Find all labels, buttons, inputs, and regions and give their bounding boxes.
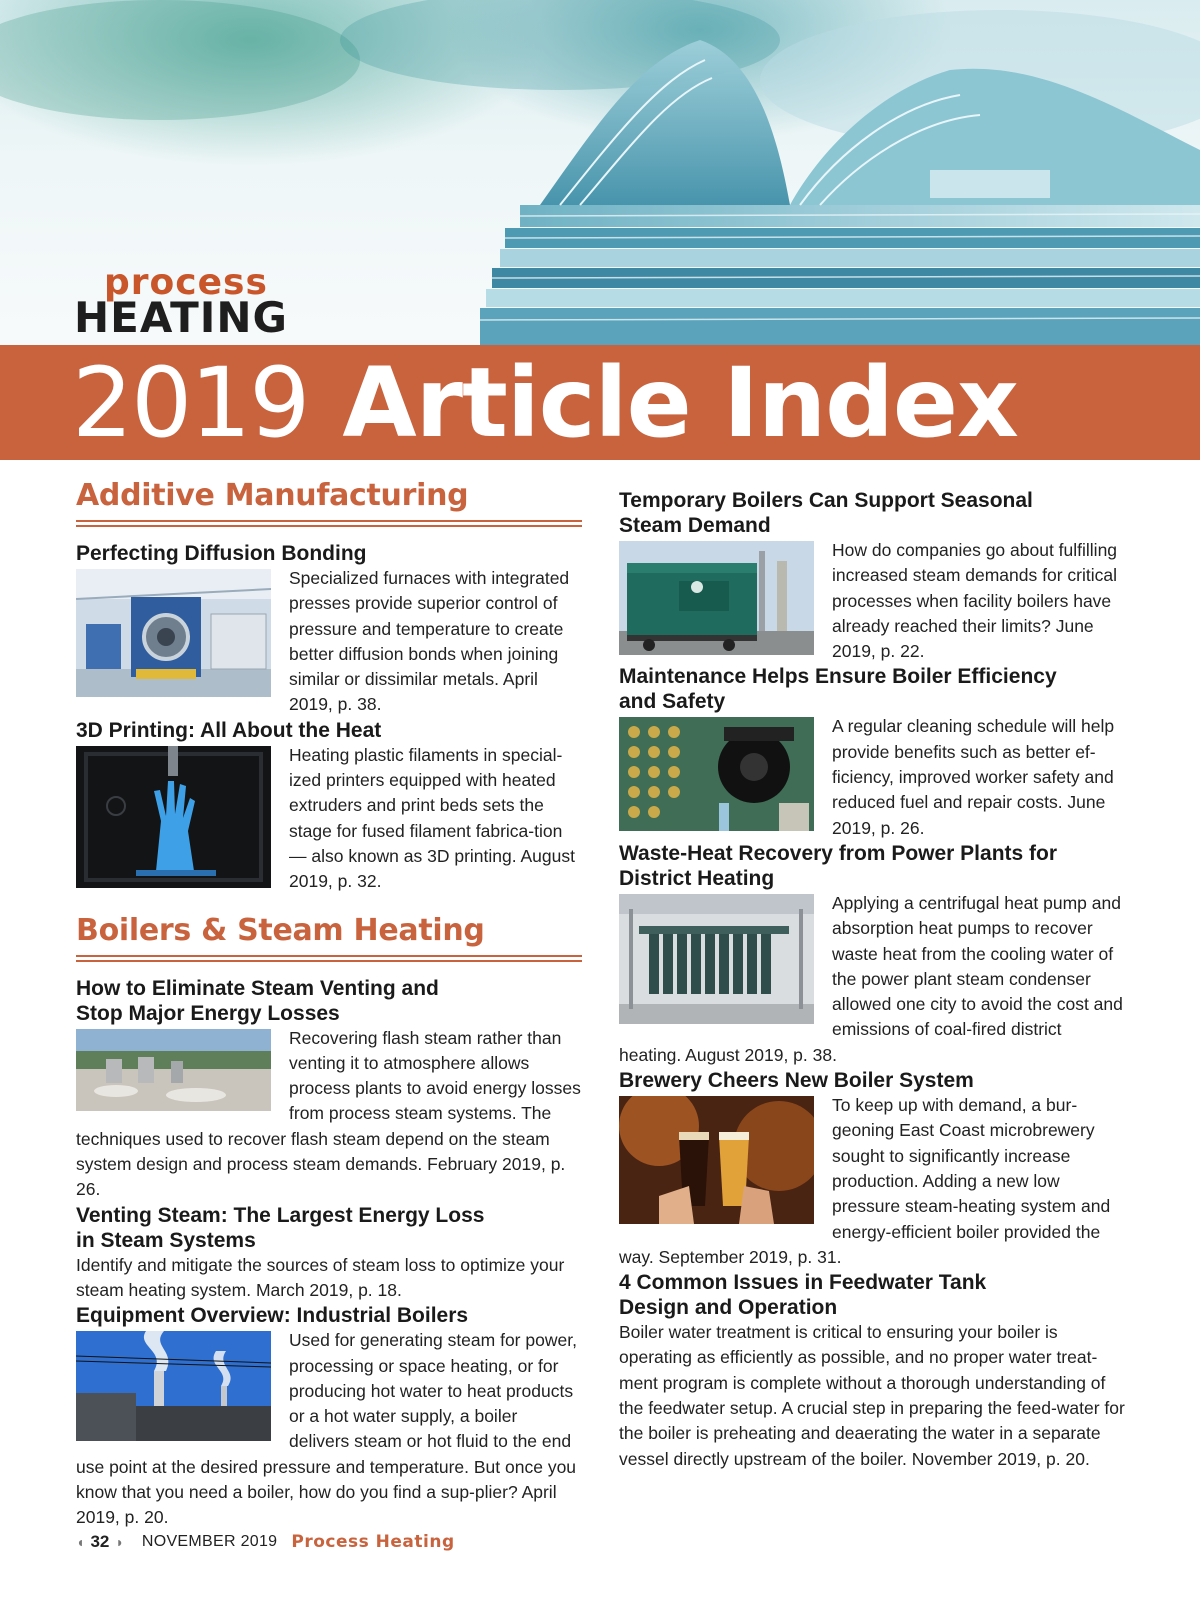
- article-title-line-1: 4 Common Issues in Feedwater Tank: [619, 1271, 987, 1295]
- article-summary: To keep up with demand, a bur-geoning East Coast microbrewery sought to significantly increase production. Adding a new low pressure steam-heating system and energy-efficient boiler provided the way. September 2019, p. 31.: [619, 1095, 1111, 1267]
- article-title-line-2: District Heating: [619, 866, 775, 890]
- article-title: Equipment Overview: Industrial Boilers: [76, 1304, 469, 1328]
- 3d-printed-hand-photo: [76, 746, 271, 888]
- article-title-line-1: Temporary Boilers Can Support Seasonal: [619, 489, 1033, 512]
- article-title-line-2: Steam Demand: [619, 514, 771, 537]
- article-summary: Specialized furnaces with integrated presses provide superior control of pressure and temperature to create better diffusion bonds when joining similar or dissimilar metals. April 2019, p. 38.: [289, 568, 570, 715]
- article-brewery-boiler: [619, 1068, 1125, 1270]
- page-arrow-right-icon: ◗: [115, 1534, 124, 1550]
- plant-rooftop-vents-photo: [76, 1029, 271, 1111]
- diffusion-bonding-furnace-photo: [76, 569, 271, 697]
- beer-toast-photo: [619, 1096, 814, 1224]
- article-boiler-maintenance: [619, 664, 1125, 840]
- title-banner: [0, 345, 1200, 460]
- article-summary: Boiler water treatment is critical to ensuring your boiler is operating as efficiently as possible, and no proper water treat-ment program is complete without a thorough understanding of the feedwater setup. A crucial step in preparing the feed-water for the boiler is preheating and deaerating the water in a separate vessel directly upstream of the boiler. November 2019, p. 20.: [619, 1322, 1125, 1469]
- article-summary: Applying a centrifugal heat pump and absorption heat pumps to recover waste heat from the cooling water of the power plant steam condenser allowed one city to avoid the cost and emissions of coal-fired district heating. August 2019, p. 38.: [619, 892, 1123, 1065]
- issue-date: NOVEMBER 2019: [141, 1533, 278, 1550]
- article-summary: A regular cleaning schedule will help provide benefits such as better ef-ficiency, improved worker safety and reduced fuel and repair costs. June 2019, p. 26.: [832, 716, 1115, 838]
- boiler-tube-cleaning-photo: [619, 717, 814, 831]
- article-feedwater-tank-issues: [619, 1270, 1125, 1472]
- section-divider: [76, 955, 582, 962]
- article-temporary-boilers: [619, 488, 1125, 664]
- industrial-smokestacks-photo: [76, 1331, 271, 1441]
- page-number: 32: [90, 1532, 110, 1551]
- page-title: [72, 345, 1018, 460]
- article-industrial-boilers-overview: [76, 1303, 582, 1530]
- right-column: [619, 488, 1125, 1472]
- section-divider: [76, 520, 582, 527]
- article-summary: Recovering flash steam rather than venting it to atmosphere allows process plants to avoid energy losses from process steam systems. The techniques used to recover flash steam depend on the steam system design and process steam demands. February 2019, p. 26.: [76, 1027, 581, 1200]
- logo-process-word: process: [104, 262, 268, 303]
- page-arrow-left-icon: ◖: [76, 1534, 85, 1550]
- logo-heating-word: HEATING: [74, 293, 288, 342]
- article-summary: Used for generating steam for power, processing or space heating, or for producing hot water to heat products or a hot water supply, a boiler delivers steam or hot fluid to the end use point at the desired pressure and temperature. But once you know that you need a boiler, how do you find a sup-plier? April 2019, p. 20.: [76, 1330, 577, 1528]
- article-venting-steam-energy-loss: [76, 1203, 582, 1304]
- article-title-line-2: in Steam Systems: [76, 1228, 256, 1252]
- article-title-line-2: Design and Operation: [619, 1296, 838, 1320]
- article-title: Perfecting Diffusion Bonding: [76, 542, 367, 565]
- article-summary: Identify and mitigate the sources of steam loss to optimize your steam heating system. March 2019, p. 18.: [76, 1254, 565, 1300]
- mobile-boiler-trailer-photo: [619, 541, 814, 655]
- article-title-line-1: Maintenance Helps Ensure Boiler Efficiency: [619, 665, 1057, 689]
- page-footer: [76, 1530, 455, 1554]
- article-waste-heat-recovery: [619, 841, 1125, 1068]
- article-summary: Heating plastic filaments in special-ized printers equipped with heated extruders and print beds sets the stage for fused filament fabrica-tion — also known as 3D printing. August 2019, p. 32.: [289, 744, 575, 892]
- article-perfecting-diffusion-bonding: [76, 541, 582, 718]
- heat-pump-hall-photo: [619, 894, 814, 1024]
- page-title-text: Article Index: [342, 346, 1018, 459]
- article-title-line-1: Waste-Heat Recovery from Power Plants for: [619, 841, 1058, 865]
- article-eliminate-steam-venting: [76, 976, 582, 1203]
- article-title-line-1: Venting Steam: The Largest Energy Loss: [76, 1203, 485, 1227]
- article-title-line-1: How to Eliminate Steam Venting and: [76, 976, 439, 1000]
- process-heating-logo: [74, 262, 364, 342]
- left-column: [76, 476, 582, 1531]
- article-title: 3D Printing: All About the Heat: [76, 718, 382, 742]
- header-hero-image: [0, 0, 1200, 345]
- article-summary: How do companies go about fulfilling increased steam demands for critical processes when facility boilers have already reached their limits? June 2019, p. 22.: [832, 540, 1118, 662]
- section-heading-additive-manufacturing: Additive Manufacturing: [76, 478, 469, 513]
- publication-name: Process Heating: [291, 1532, 455, 1552]
- article-title-line-2: Stop Major Energy Losses: [76, 1001, 340, 1025]
- section-heading-boilers-steam-heating: Boilers & Steam Heating: [76, 912, 485, 948]
- page-title-year: 2019: [72, 346, 309, 459]
- article-3d-printing: [76, 718, 582, 895]
- article-title-line-2: and Safety: [619, 690, 726, 714]
- article-title: Brewery Cheers New Boiler System: [619, 1069, 974, 1093]
